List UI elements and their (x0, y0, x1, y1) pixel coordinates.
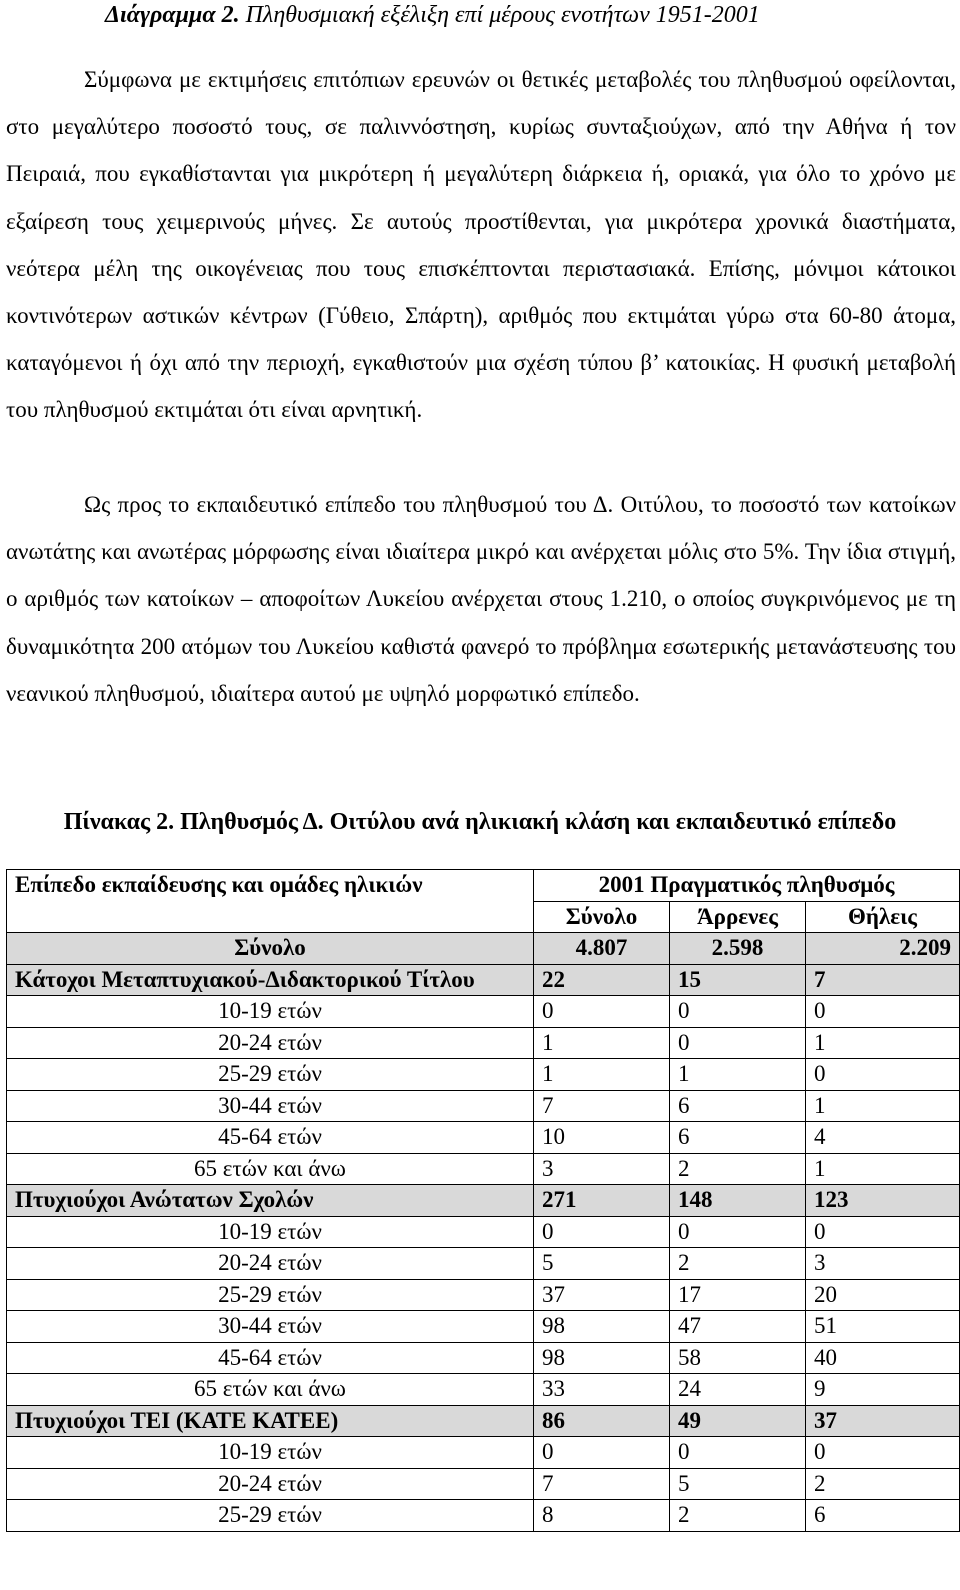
cell-value: 6 (806, 1500, 960, 1532)
cell-value: 1 (806, 1090, 960, 1122)
header-group: 2001 Πραγματικός πληθυσμός (534, 870, 960, 902)
cell-value: 7 (534, 1090, 670, 1122)
age-label: 65 ετών και άνω (7, 1153, 534, 1185)
cell-value: 0 (806, 1216, 960, 1248)
group-label: Πτυχιούχοι ΤΕΙ (ΚΑΤΕ ΚΑΤΕΕ) (7, 1405, 534, 1437)
total-label: Σύνολο (7, 933, 534, 965)
cell-value: 1 (534, 1027, 670, 1059)
paragraph-text: Σύμφωνα με εκτιμήσεις επιτόπιων ερευνών οι θετικές μεταβολές του πληθυσμού οφείλονται, στο μεγαλύτερο ποσοστό τους, σε παλιννόστηση, κυρίως συνταξιούχων, από την Αθήνα ή τον Πειραιά, που εγκαθίστανται για μικρότερη ή μεγαλύτερη διάρκεια ή, οριακά, για όλο το χρόνο με εξαίρεση τους χειμερινούς μήνες. Σε αυτούς προστίθενται, για μικρότερα χρονικά διαστήματα, νεότερα μέλη της οικογένειας που τους επισκέπτονται περιστασιακά. Επίσης, μόνιμοι κάτοικοι κοντινότερων αστικών κέντρων (Γύθειο, Σπάρτη), αριθμός που εκτιμάται γύρω στα 60-80 άτομα, καταγόμενοι ή όχι από την περιοχή, εγκαθιστούν μια σχέση τύπου β’ κατοικίας. Η φυσική μεταβολή του πληθυσμού εκτιμάται ότι είναι αρνητική. (6, 67, 956, 423)
table-group-row (7, 1185, 960, 1217)
table-row (7, 1342, 960, 1374)
group-value: 7 (806, 964, 960, 996)
cell-value: 2 (670, 1248, 806, 1280)
cell-value: 6 (670, 1090, 806, 1122)
cell-value: 24 (670, 1374, 806, 1406)
cell-value: 0 (670, 1027, 806, 1059)
age-label: 10-19 ετών (7, 996, 534, 1028)
cell-value: 17 (670, 1279, 806, 1311)
table-row (7, 1216, 960, 1248)
table-group-row (7, 1405, 960, 1437)
caption-label: Διάγραμμα 2. (105, 2, 240, 28)
cell-value: 20 (806, 1279, 960, 1311)
cell-value: 3 (534, 1153, 670, 1185)
group-value: 86 (534, 1405, 670, 1437)
cell-value: 7 (534, 1468, 670, 1500)
cell-value: 10 (534, 1122, 670, 1154)
cell-value: 0 (534, 1216, 670, 1248)
age-label: 25-29 ετών (7, 1279, 534, 1311)
table-title: Πίνακας 2. Πληθυσμός Δ. Οιτύλου ανά ηλικιακή κλάση και εκπαιδευτικό επίπεδο (63, 809, 897, 835)
group-value: 271 (534, 1185, 670, 1217)
table-group-row (7, 964, 960, 996)
cell-value: 8 (534, 1500, 670, 1532)
cell-value: 58 (670, 1342, 806, 1374)
cell-value: 6 (670, 1122, 806, 1154)
group-value: 22 (534, 964, 670, 996)
table-row (7, 1027, 960, 1059)
cell-value: 47 (670, 1311, 806, 1343)
group-label: Κάτοχοι Μεταπτυχιακού-Διδακτορικού Τίτλου (7, 964, 534, 996)
caption-text: Πληθυσμιακή εξέλιξη επί μέρους ενοτήτων 1951-2001 (245, 2, 760, 28)
population-table (6, 869, 960, 1532)
age-label: 30-44 ετών (7, 1311, 534, 1343)
cell-value: 51 (806, 1311, 960, 1343)
age-label: 45-64 ετών (7, 1342, 534, 1374)
cell-value: 4 (806, 1122, 960, 1154)
total-value: 4.807 (534, 933, 670, 965)
cell-value: 33 (534, 1374, 670, 1406)
cell-value: 0 (806, 1059, 960, 1091)
table-row (7, 1500, 960, 1532)
cell-value: 2 (670, 1153, 806, 1185)
cell-value: 37 (534, 1279, 670, 1311)
header-label: Επίπεδο εκπαίδευσης και ομάδες ηλικιών (7, 870, 534, 933)
cell-value: 0 (670, 1437, 806, 1469)
group-value: 148 (670, 1185, 806, 1217)
age-label: 20-24 ετών (7, 1468, 534, 1500)
cell-value: 98 (534, 1311, 670, 1343)
cell-value: 1 (534, 1059, 670, 1091)
cell-value: 0 (534, 996, 670, 1028)
cell-value: 0 (670, 996, 806, 1028)
age-label: 65 ετών και άνω (7, 1374, 534, 1406)
group-label: Πτυχιούχοι Ανώτατων Σχολών (7, 1185, 534, 1217)
age-label: 25-29 ετών (7, 1500, 534, 1532)
cell-value: 9 (806, 1374, 960, 1406)
age-label: 10-19 ετών (7, 1216, 534, 1248)
table-total-row (7, 933, 960, 965)
cell-value: 2 (670, 1500, 806, 1532)
paragraph-text: Ως προς το εκπαιδευτικό επίπεδο του πληθυσμού του Δ. Οιτύλου, το ποσοστό των κατοίκων ανωτάτης και ανωτέρας μόρφωσης είναι ιδιαίτερα μικρό και ανέρχεται μόλις στο 5%. Την ίδια στιγμή, ο αριθμός των κατοίκων – αποφοίτων Λυκείου ανέρχεται στους 1.210, ο οποίος συγκρινόμενος με τη δυναμικότητα 200 ατόμων του Λυκείου καθιστά φανερό το πρόβλημα εσωτερικής μετανάστευσης του νεανικού πληθυσμού, ιδιαίτερα αυτού με υψηλό μορφωτικό επίπεδο. (6, 492, 956, 706)
cell-value: 5 (534, 1248, 670, 1280)
paragraph-1 (6, 56, 956, 434)
table-row (7, 1248, 960, 1280)
total-female: 2.209 (806, 933, 960, 965)
paragraph-2 (6, 481, 956, 717)
cell-value: 0 (670, 1216, 806, 1248)
age-label: 25-29 ετών (7, 1059, 534, 1091)
cell-value: 1 (806, 1027, 960, 1059)
header-col-female: Θήλεις (806, 901, 960, 933)
age-label: 20-24 ετών (7, 1027, 534, 1059)
group-value: 49 (670, 1405, 806, 1437)
table-row (7, 1437, 960, 1469)
table-row (7, 1468, 960, 1500)
group-value: 123 (806, 1185, 960, 1217)
cell-value: 98 (534, 1342, 670, 1374)
table-row (7, 1279, 960, 1311)
table-header-row (7, 870, 960, 902)
header-col-male: Άρρενες (670, 901, 806, 933)
cell-value: 3 (806, 1248, 960, 1280)
cell-value: 0 (534, 1437, 670, 1469)
cell-value: 5 (670, 1468, 806, 1500)
cell-value: 0 (806, 1437, 960, 1469)
table-row (7, 1090, 960, 1122)
table-row (7, 996, 960, 1028)
table-row (7, 1311, 960, 1343)
cell-value: 1 (670, 1059, 806, 1091)
cell-value: 1 (806, 1153, 960, 1185)
age-label: 45-64 ετών (7, 1122, 534, 1154)
group-value: 15 (670, 964, 806, 996)
figure-caption (105, 0, 760, 30)
age-label: 20-24 ετών (7, 1248, 534, 1280)
cell-value: 40 (806, 1342, 960, 1374)
table-row (7, 1153, 960, 1185)
age-label: 30-44 ετών (7, 1090, 534, 1122)
table-row (7, 1374, 960, 1406)
table-row (7, 1122, 960, 1154)
group-value: 37 (806, 1405, 960, 1437)
cell-value: 0 (806, 996, 960, 1028)
cell-value: 2 (806, 1468, 960, 1500)
total-male: 2.598 (670, 933, 806, 965)
header-col-total: Σύνολο (534, 901, 670, 933)
table-row (7, 1059, 960, 1091)
age-label: 10-19 ετών (7, 1437, 534, 1469)
